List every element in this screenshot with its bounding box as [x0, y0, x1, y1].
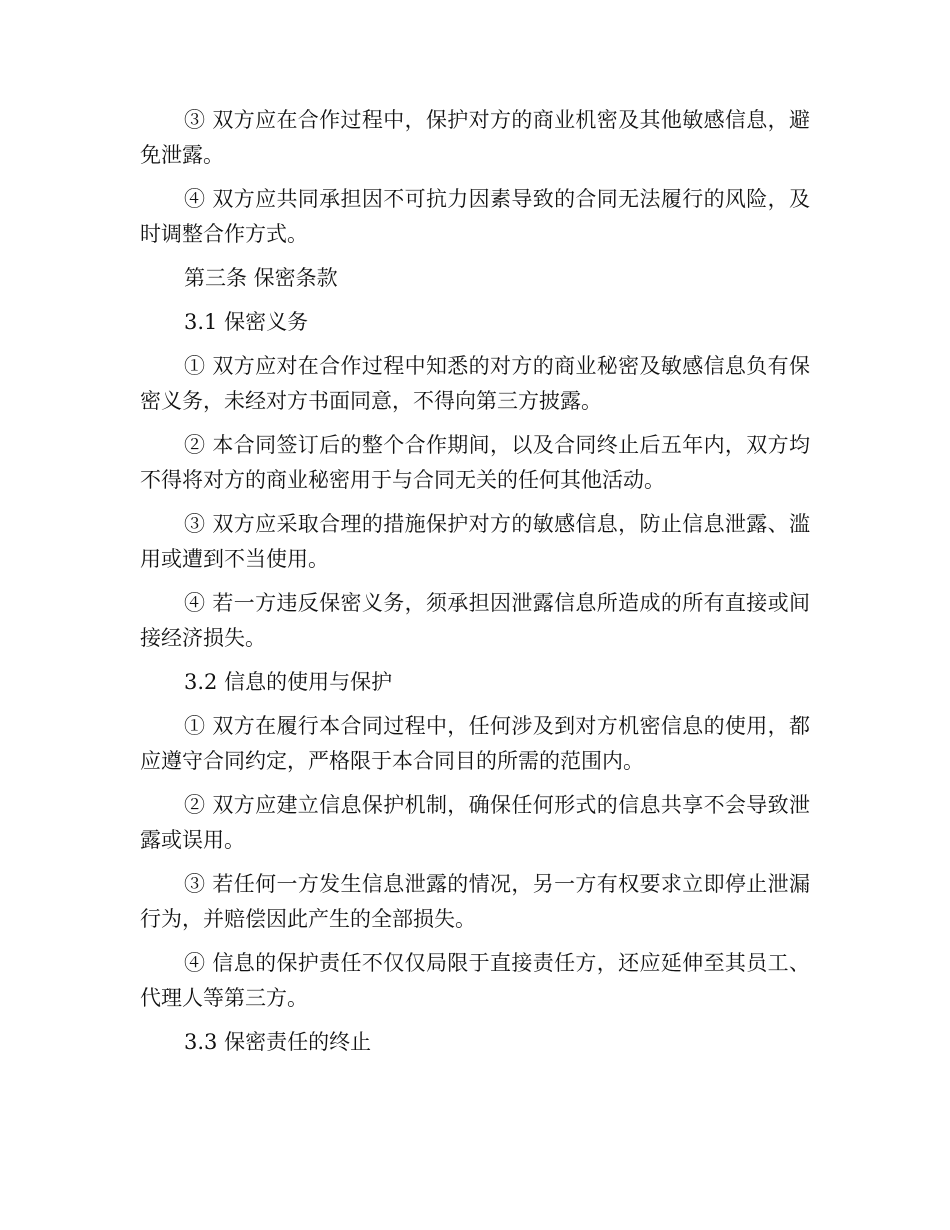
section-heading: 3.3 保密责任的终止 [184, 1030, 372, 1054]
clause-paragraph: ③ 若任何一方发生信息泄露的情况，另一方有权要求立即停止泄漏行为，并赔偿因此产生的全部损失。 [140, 872, 810, 931]
clause-paragraph: ④ 双方应共同承担因不可抗力因素导致的合同无法履行的风险，及时调整合作方式。 [140, 187, 810, 246]
section-heading: 3.1 保密义务 [184, 310, 309, 334]
clause-paragraph: ② 本合同签订后的整个合作期间，以及合同终止后五年内，双方均不得将对方的商业秘密用于与合同无关的任何其他活动。 [140, 433, 810, 492]
clause-paragraph: ② 双方应建立信息保护机制，确保任何形式的信息共享不会导致泄露或误用。 [140, 793, 810, 852]
clause-paragraph: ④ 若一方违反保密义务，须承担因泄露信息所造成的所有直接或间接经济损失。 [140, 591, 810, 650]
article-heading: 第三条 保密条款 [184, 266, 338, 290]
document-body [140, 103, 810, 1069]
clause-paragraph: ③ 双方应在合作过程中，保护对方的商业机密及其他敏感信息，避免泄露。 [140, 108, 810, 167]
clause-paragraph: ① 双方应对在合作过程中知悉的对方的商业秘密及敏感信息负有保密义务，未经对方书面同意，不得向第三方披露。 [140, 354, 810, 413]
clause-paragraph: ① 双方在履行本合同过程中，任何涉及到对方机密信息的使用，都应遵守合同约定，严格限于本合同目的所需的范围内。 [140, 714, 810, 773]
clause-paragraph: ④ 信息的保护责任不仅仅局限于直接责任方，还应延伸至其员工、代理人等第三方。 [140, 951, 810, 1010]
clause-paragraph: ③ 双方应采取合理的措施保护对方的敏感信息，防止信息泄露、滥用或遭到不当使用。 [140, 512, 810, 571]
section-heading: 3.2 信息的使用与保护 [184, 670, 393, 694]
